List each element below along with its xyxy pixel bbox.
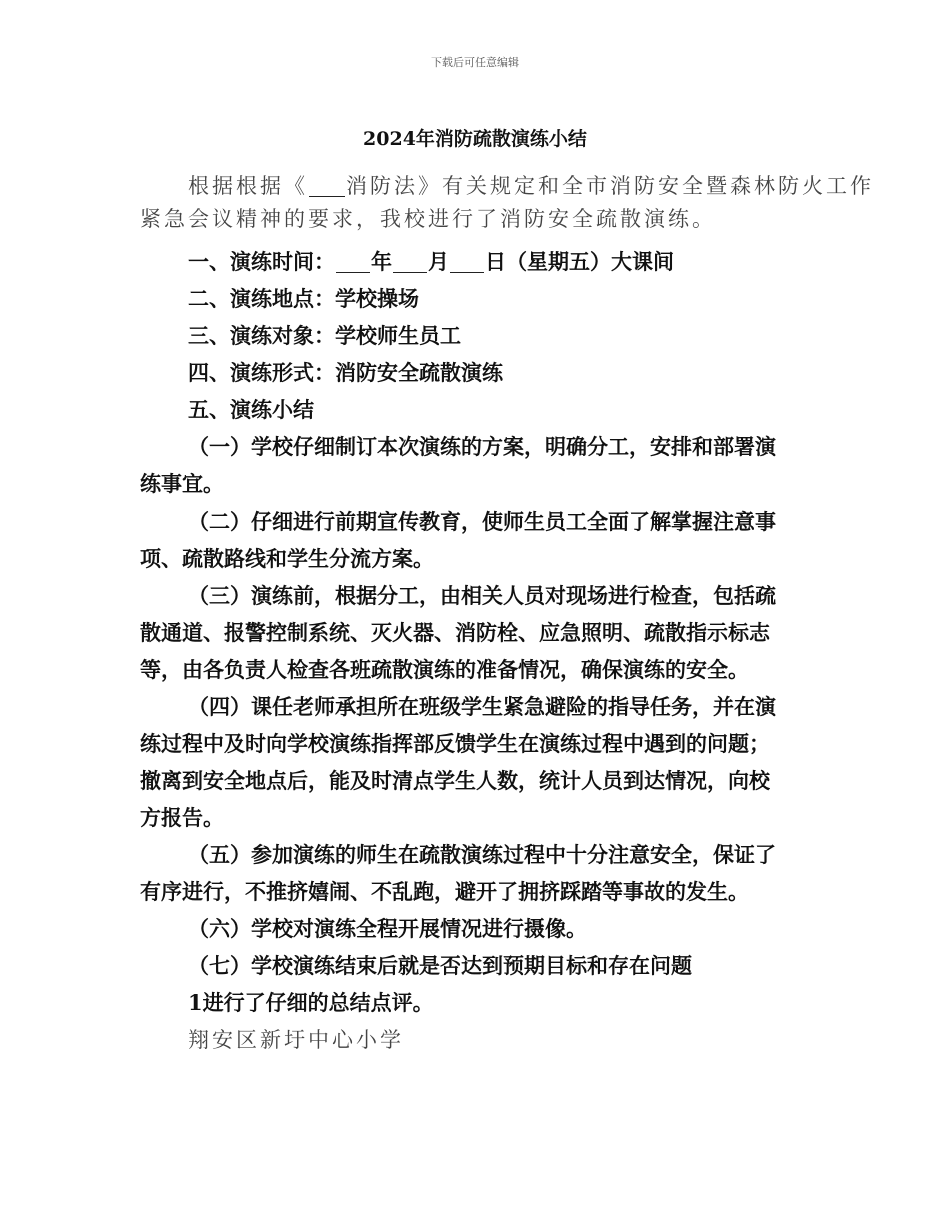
point-1-line-1: （一）学校仔细制订本次演练的方案，明确分工，安排和部署演	[188, 434, 776, 459]
point-2-line-1: （二）仔细进行前期宣传教育，使师生员工全面了解掌握注意事	[188, 509, 776, 534]
point-7-line-2: 1进行了仔细的总结点评。	[188, 990, 434, 1015]
day-blank	[450, 250, 484, 273]
point-4-line-4: 方报告。	[140, 805, 224, 830]
year-blank	[336, 250, 370, 273]
item-time	[188, 247, 674, 277]
point-5-line-1: （五）参加演练的师生在疏散演练过程中十分注意安全，保证了	[188, 842, 776, 867]
intro-line-1	[188, 171, 874, 201]
day-rest: 日（星期五）大课间	[485, 249, 674, 274]
item-target: 三、演练对象：学校师生员工	[188, 323, 461, 348]
point-6: （六）学校对演练全程开展情况进行摄像。	[188, 916, 587, 941]
point-2-line-2: 项、疏散路线和学生分流方案。	[140, 546, 434, 571]
item-summary: 五、演练小结	[188, 397, 314, 422]
month-label: 月	[428, 249, 449, 274]
intro-part-1: 根据根据《	[188, 174, 308, 198]
item-form: 四、演练形式：消防安全疏散演练	[188, 360, 503, 385]
document-title: 2024年消防疏散演练小结	[363, 128, 587, 150]
time-label: 一、演练时间：	[188, 249, 335, 274]
intro-part-2: 消防法》有关规定和全市消防安全暨森林防火工作	[346, 174, 874, 198]
point-3-line-1: （三）演练前，根据分工，由相关人员对现场进行检查，包括疏	[188, 583, 776, 608]
point-5-line-2: 有序进行，不推挤嬉闹、不乱跑，避开了拥挤踩踏等事故的发生。	[140, 879, 749, 904]
item-place: 二、演练地点：学校操场	[188, 286, 419, 311]
header-note: 下载后可任意编辑	[431, 56, 519, 69]
point-7-line-1: （七）学校演练结束后就是否达到预期目标和存在问题	[188, 953, 692, 978]
year-label: 年	[371, 249, 392, 274]
point-4-line-3: 撤离到安全地点后，能及时清点学生人数，统计人员到达情况，向校	[140, 768, 770, 793]
intro-line-2: 紧急会议精神的要求，我校进行了消防安全疏散演练。	[140, 207, 716, 231]
point-4-line-1: （四）课任老师承担所在班级学生紧急避险的指导任务，并在演	[188, 694, 776, 719]
point-3-line-3: 等，由各负责人检查各班疏散演练的准备情况，确保演练的安全。	[140, 657, 749, 682]
fill-blank	[309, 174, 345, 197]
point-4-line-2: 练过程中及时向学校演练指挥部反馈学生在演练过程中遇到的问题；	[140, 731, 770, 756]
month-blank	[393, 250, 427, 273]
signature: 翔安区新圩中心小学	[188, 1028, 404, 1052]
point-1-line-2: 练事宜。	[140, 471, 224, 496]
point-3-line-2: 散通道、报警控制系统、灭火器、消防栓、应急照明、疏散指示标志	[140, 620, 770, 645]
